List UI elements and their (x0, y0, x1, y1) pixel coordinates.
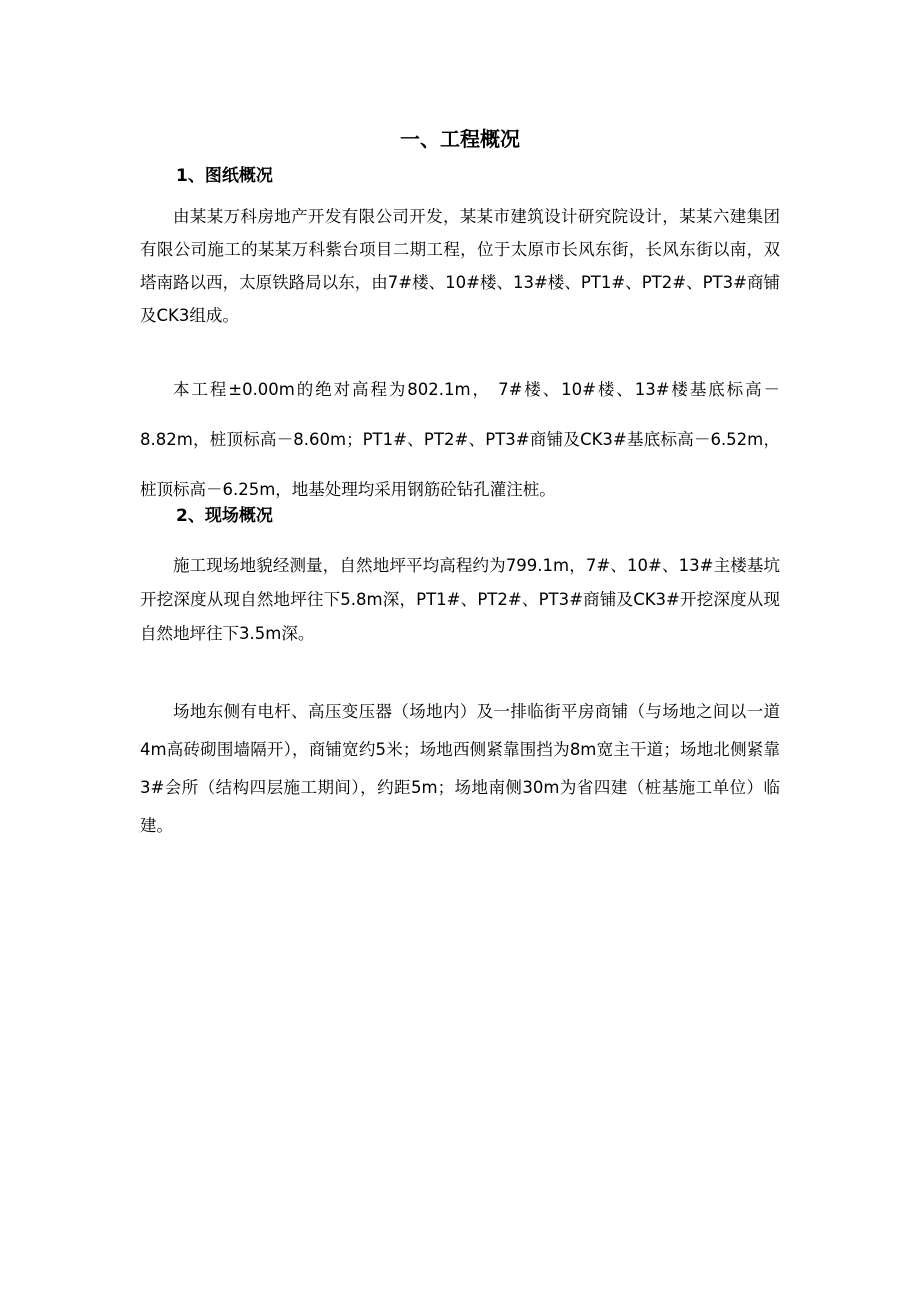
paragraph-site-surroundings: 场地东侧有电杆、高压变压器（场地内）及一排临街平房商铺（与场地之间以一道4m高砖砌围墙隔开），商铺宽约5米；场地西侧紧靠围挡为8m宽主干道；场地北侧紧靠3#会所（结构四层施工期间），约距5m；场地南侧30m为省四建（桩基施工单位）临建。 (140, 702, 780, 835)
paragraph-site-survey: 施工现场地貌经测量，自然地坪平均高程约为799.1m，7#、10#、13#主楼基坑开挖深度从现自然地坪往下5.8m深，PT1#、PT2#、PT3#商铺及CK3#开挖深度从现自然地坪往下3.5m深。 (140, 556, 780, 643)
section-heading-site: 2、现场概况 (176, 506, 273, 526)
paragraph-elevations: 本工程±0.00m的绝对高程为802.1m， 7#楼、10#楼、13#楼基底标高－8.82m，桩顶标高－8.60m；PT1#、PT2#、PT3#商铺及CK3#基底标高－6.52m，桩顶标高－6.25m，地基处理均采用钢筋砼钻孔灌注桩。 (140, 380, 780, 499)
section-heading-drawings: 1、图纸概况 (176, 166, 273, 186)
page-title: 一、工程概况 (400, 127, 520, 151)
paragraph-project-intro: 由某某万科房地产开发有限公司开发，某某市建筑设计研究院设计，某某六建集团有限公司施工的某某万科紫台项目二期工程，位于太原市长风东街，长风东街以南，双塔南路以西，太原铁路局以东，由7#楼、10#楼、13#楼、PT1#、PT2#、PT3#商铺及CK3组成。 (140, 207, 780, 325)
